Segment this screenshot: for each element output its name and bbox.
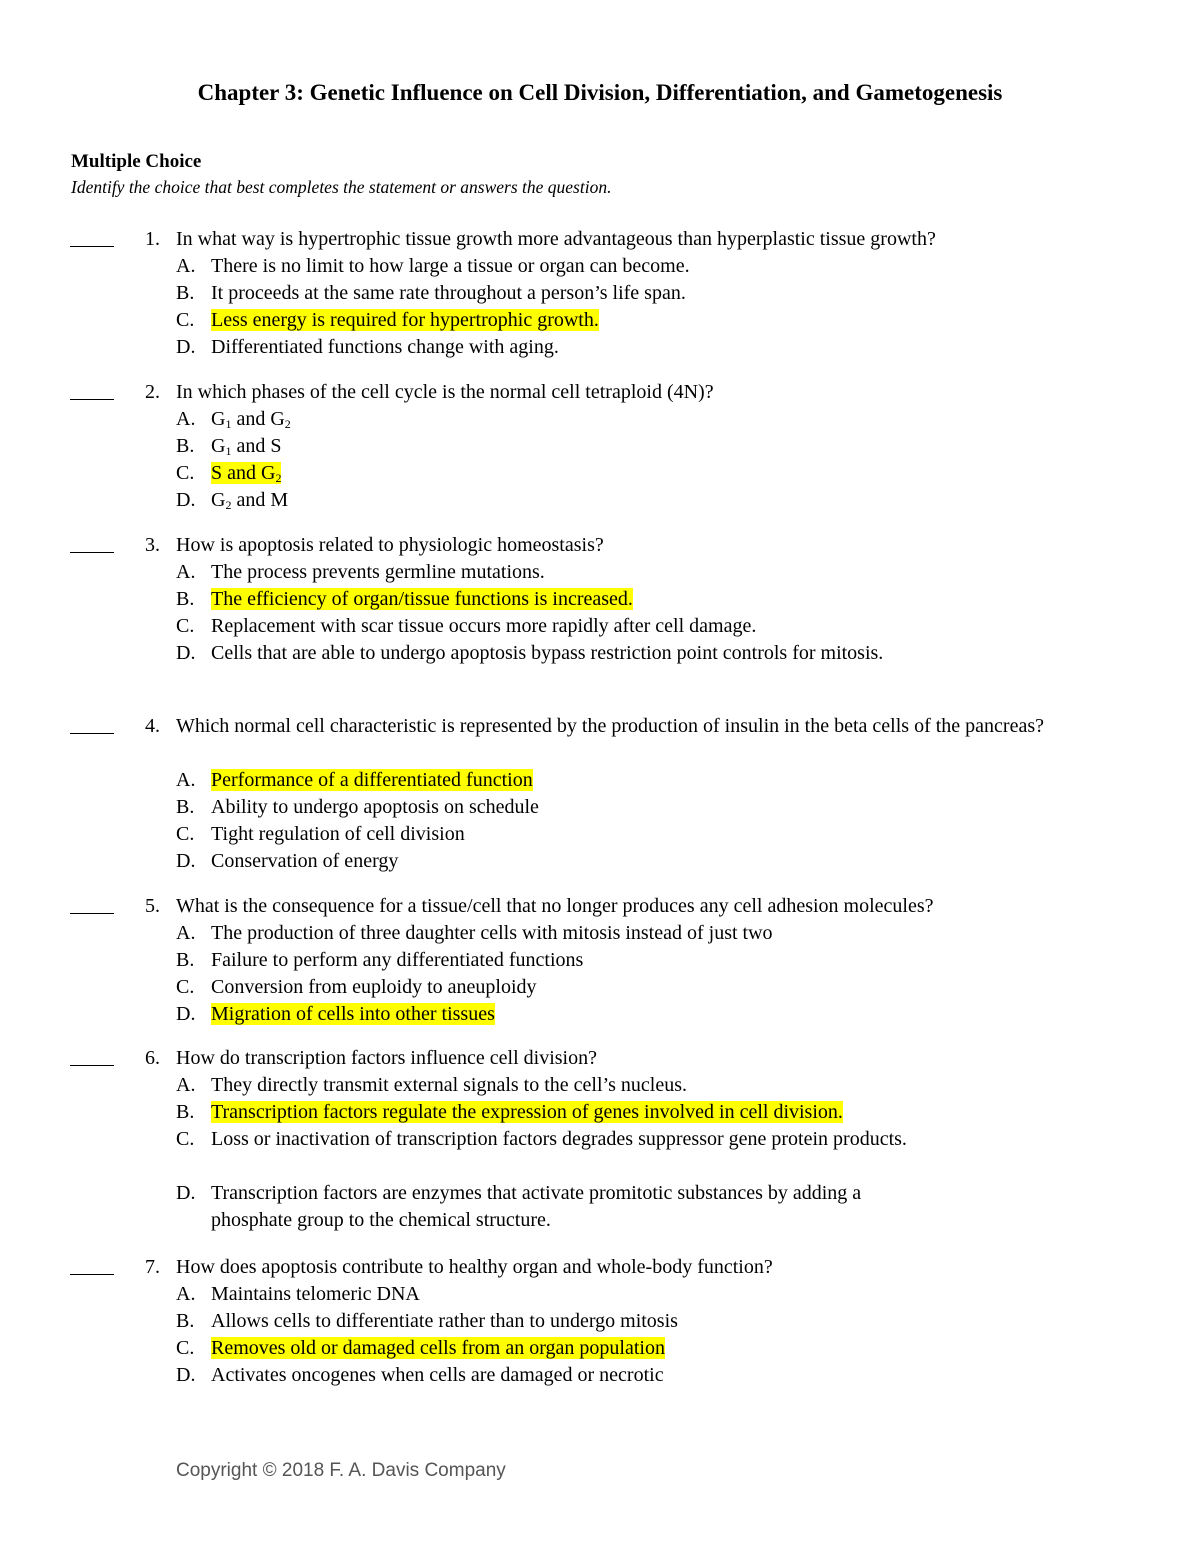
choice-text: The production of three daughter cells with mitosis instead of just two xyxy=(211,922,773,944)
answer-choice[interactable] xyxy=(0,433,1200,460)
choice-letter: D. xyxy=(176,336,196,358)
answer-choice[interactable] xyxy=(0,848,1200,875)
question-stem: How is apoptosis related to physiologic homeostasis? xyxy=(176,534,604,556)
answer-blank[interactable] xyxy=(70,913,114,914)
choice-letter: D. xyxy=(176,850,196,872)
choice-letter: A. xyxy=(176,769,196,791)
answer-blank[interactable] xyxy=(70,246,114,247)
choice-text: Performance of a differentiated function xyxy=(211,769,533,791)
answer-choice[interactable] xyxy=(0,1308,1200,1335)
choice-text: The efficiency of organ/tissue functions is increased. xyxy=(211,588,633,610)
choice-letter: D. xyxy=(176,1182,196,1204)
answer-choice[interactable] xyxy=(0,586,1200,613)
choice-letter: B. xyxy=(176,1101,195,1123)
answer-blank[interactable] xyxy=(70,1065,114,1066)
choice-text: Cells that are able to undergo apoptosis bypass restriction point controls for mitosis. xyxy=(211,642,884,664)
answer-choice[interactable] xyxy=(0,920,1200,947)
answer-choice[interactable] xyxy=(0,460,1200,487)
choice-text: Ability to undergo apoptosis on schedule xyxy=(211,796,539,818)
choice-text: Removes old or damaged cells from an organ population xyxy=(211,1337,665,1359)
choice-letter: D. xyxy=(176,642,196,664)
choice-text: $G_1$ and $G_2$ xyxy=(211,408,291,431)
answer-choice[interactable] xyxy=(0,1001,1200,1028)
choice-text: Differentiated functions change with aging. xyxy=(211,336,559,358)
answer-choice[interactable] xyxy=(0,1335,1200,1362)
choice-text: The process prevents germline mutations. xyxy=(211,561,545,583)
question-number: 5. xyxy=(145,895,160,917)
answer-blank[interactable] xyxy=(70,552,114,553)
answer-choice[interactable] xyxy=(0,253,1200,280)
question-number: 2. xyxy=(145,381,160,403)
question-stem: How does apoptosis contribute to healthy organ and whole-body function? xyxy=(176,1256,773,1278)
instructions: Identify the choice that best completes the statement or answers the question. xyxy=(71,177,612,197)
answer-blank[interactable] xyxy=(70,1274,114,1275)
choice-letter: B. xyxy=(176,796,195,818)
choice-letter: A. xyxy=(176,1074,196,1096)
answer-blank[interactable] xyxy=(70,399,114,400)
answer-choice[interactable] xyxy=(0,947,1200,974)
answer-choice[interactable] xyxy=(0,821,1200,848)
choice-text: Conversion from euploidy to aneuploidy xyxy=(211,976,537,998)
choice-text: S and $G_2$ xyxy=(211,462,282,485)
answer-choice[interactable] xyxy=(0,406,1200,433)
answer-choice[interactable] xyxy=(0,1180,1200,1234)
choice-letter: A. xyxy=(176,408,196,430)
answer-choice[interactable] xyxy=(0,767,1200,794)
question-stem: In what way is hypertrophic tissue growth more advantageous than hyperplastic tissue growth? xyxy=(176,228,936,250)
choice-letter: B. xyxy=(176,1310,195,1332)
choice-text: Allows cells to differentiate rather than to undergo mitosis xyxy=(211,1310,678,1332)
answer-choice[interactable] xyxy=(0,974,1200,1001)
question-number: 3. xyxy=(145,534,160,556)
choice-letter: C. xyxy=(176,309,195,331)
copyright-footer: Copyright © 2018 F. A. Davis Company xyxy=(176,1460,506,1481)
choice-letter: A. xyxy=(176,922,196,944)
choice-letter: C. xyxy=(176,1128,195,1150)
choice-letter: A. xyxy=(176,1283,196,1305)
question-number: 1. xyxy=(145,228,160,250)
choice-letter: C. xyxy=(176,615,195,637)
answer-choice[interactable] xyxy=(0,307,1200,334)
choice-letter: B. xyxy=(176,949,195,971)
choice-letter: C. xyxy=(176,1337,195,1359)
choice-text: There is no limit to how large a tissue or organ can become. xyxy=(211,255,690,277)
question-stem: In which phases of the cell cycle is the normal cell tetraploid (4N)? xyxy=(176,381,714,403)
choice-text: Maintains telomeric DNA xyxy=(211,1283,420,1305)
answer-choice[interactable] xyxy=(0,794,1200,821)
choice-text: Replacement with scar tissue occurs more rapidly after cell damage. xyxy=(211,615,757,637)
choice-letter: C. xyxy=(176,823,195,845)
choice-text: Loss or inactivation of transcription factors degrades suppressor gene protein products. xyxy=(211,1128,907,1150)
choice-text: They directly transmit external signals to the cell’s nucleus. xyxy=(211,1074,687,1096)
choice-letter: A. xyxy=(176,255,196,277)
choice-letter: B. xyxy=(176,435,195,457)
choice-letter: B. xyxy=(176,282,195,304)
choice-letter: A. xyxy=(176,561,196,583)
choice-text: Migration of cells into other tissues xyxy=(211,1003,495,1025)
answer-choice[interactable] xyxy=(0,334,1200,361)
question-stem: Which normal cell characteristic is represented by the production of insulin in the beta cells of the pancreas? xyxy=(176,715,1044,737)
answer-choice[interactable] xyxy=(0,1281,1200,1308)
choice-text: Transcription factors are enzymes that activate promitotic substances by adding a phosphate group to the chemical structure. xyxy=(211,1182,862,1231)
choice-text: Activates oncogenes when cells are damaged or necrotic xyxy=(211,1364,664,1386)
answer-choice[interactable] xyxy=(0,1072,1200,1099)
question-stem: How do transcription factors influence cell division? xyxy=(176,1047,597,1069)
question-number: 4. xyxy=(145,715,160,737)
choice-letter: D. xyxy=(176,489,196,511)
choice-text: Less energy is required for hypertrophic growth. xyxy=(211,309,599,331)
choice-letter: D. xyxy=(176,1364,196,1386)
answer-choice[interactable] xyxy=(0,1362,1200,1389)
choice-letter: D. xyxy=(176,1003,196,1025)
answer-choice[interactable] xyxy=(0,613,1200,640)
page-title: Chapter 3: Genetic Influence on Cell Division, Differentiation, and Gametogenesis xyxy=(197,80,1003,105)
answer-choice[interactable] xyxy=(0,1099,1200,1126)
answer-blank[interactable] xyxy=(70,733,114,734)
answer-choice[interactable] xyxy=(0,559,1200,586)
choice-letter: C. xyxy=(176,462,195,484)
choice-text: $G_1$ and S xyxy=(211,435,282,458)
choice-text: $G_2$ and M xyxy=(211,489,289,512)
choice-text: Failure to perform any differentiated functions xyxy=(211,949,584,971)
question-number: 6. xyxy=(145,1047,160,1069)
choice-letter: B. xyxy=(176,588,195,610)
answer-choice[interactable] xyxy=(0,280,1200,307)
question-number: 7. xyxy=(145,1256,160,1278)
question-stem: What is the consequence for a tissue/cell that no longer produces any cell adhesion molecules? xyxy=(176,895,934,917)
answer-choice[interactable] xyxy=(0,1126,1200,1180)
choice-text: It proceeds at the same rate throughout a person’s life span. xyxy=(211,282,686,304)
section-heading: Multiple Choice xyxy=(71,151,202,172)
choice-letter: C. xyxy=(176,976,195,998)
choice-text: Transcription factors regulate the expression of genes involved in cell division. xyxy=(211,1101,843,1123)
choice-text: Tight regulation of cell division xyxy=(211,823,465,845)
answer-choice[interactable] xyxy=(0,640,1200,694)
answer-choice[interactable] xyxy=(0,487,1200,514)
choice-text: Conservation of energy xyxy=(211,850,399,872)
